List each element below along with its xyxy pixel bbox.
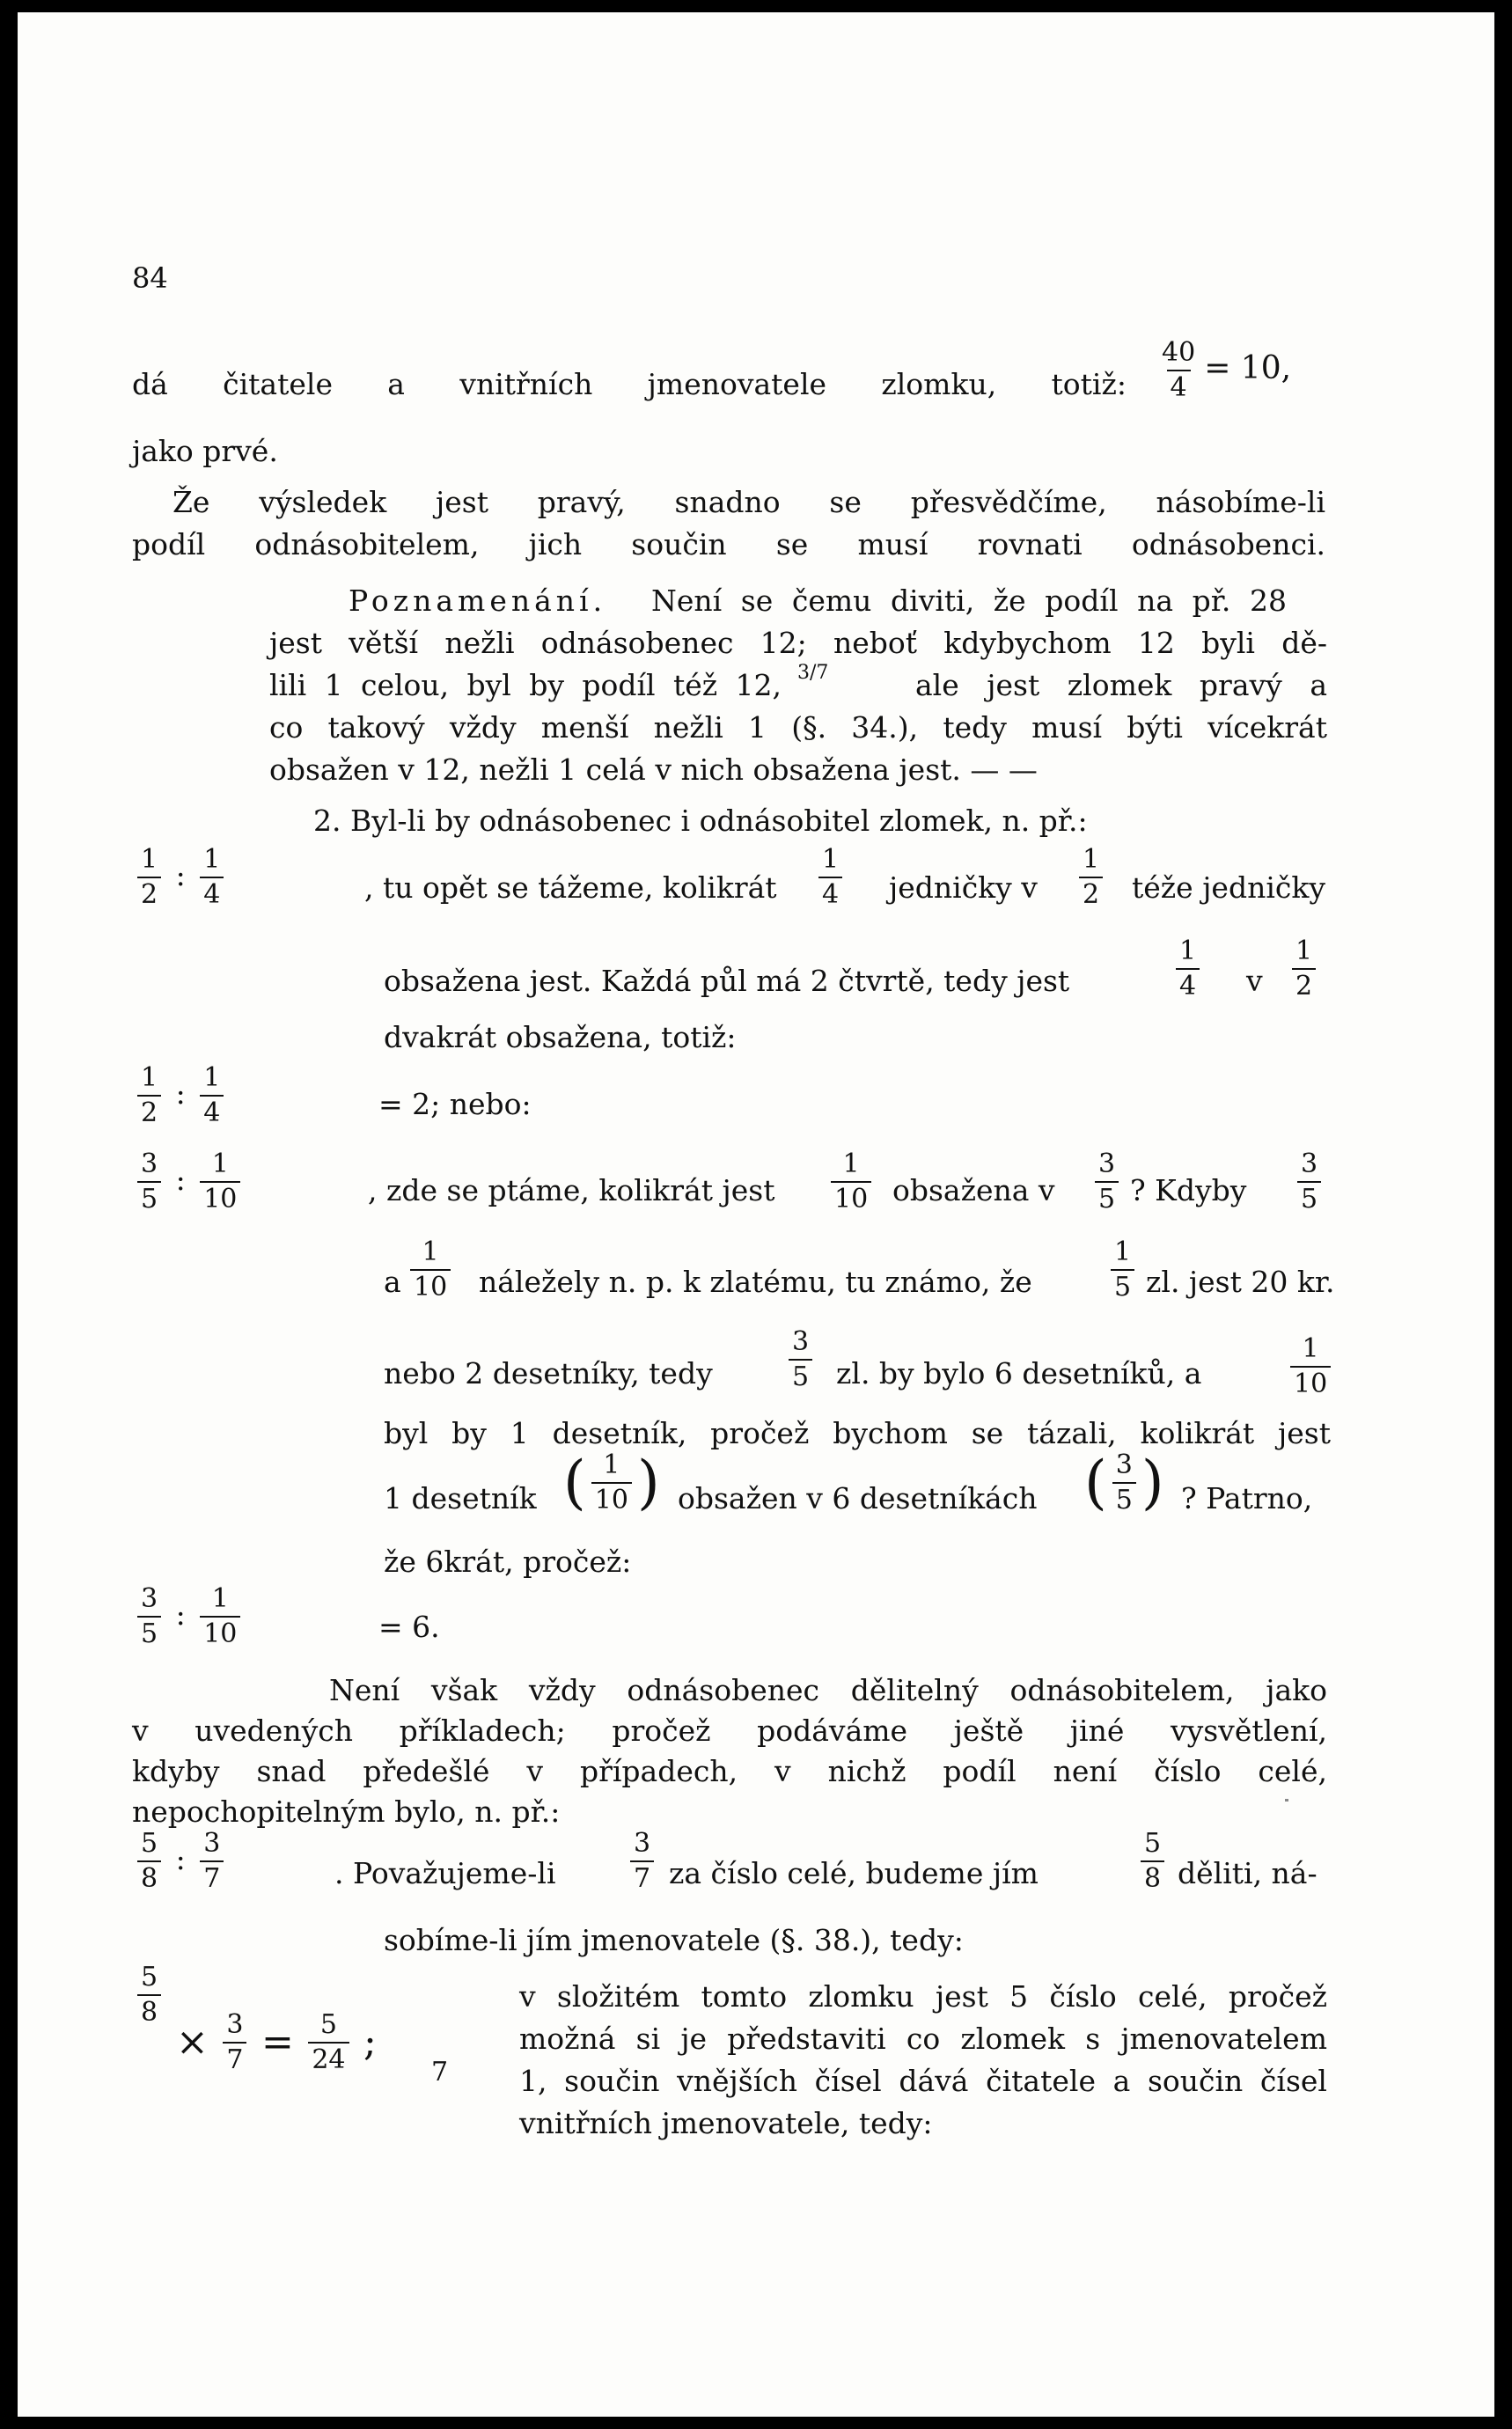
fraction-expression: $\frac{1}{2}$ : $\frac{1}{4}$ <box>132 1065 229 1126</box>
fraction-denominator-7: 7 <box>431 2057 449 2088</box>
fraction-expression: $\frac{5}{8}$ : $\frac{3}{7}$ <box>132 1831 229 1892</box>
text-line: co takový vždy menší nežli 1 (§. 34.), tedy musí býti vícekrát <box>269 710 1327 745</box>
text-line: ale jest zlomek pravý a <box>915 668 1327 702</box>
fraction-1-4: $\frac{1}{4}$ <box>813 847 848 908</box>
speck <box>1285 1799 1288 1802</box>
compound-fraction: $\frac{5}{8}$ <box>132 1964 166 2026</box>
text-line: obsažena jest. Každá půl má 2 čtvrtě, tedy jest <box>384 964 1070 998</box>
text-line: nepochopitelným bylo, n. př.: <box>132 1794 561 1829</box>
book-page <box>18 12 1494 2417</box>
text-line: zl. jest 20 kr. <box>1146 1265 1335 1299</box>
fraction-40-4: $\frac{40}{4}$ = 10, <box>1162 337 1292 403</box>
text-line: obsažen v 6 desetníkách <box>678 1481 1038 1515</box>
text-line: téže jedničky <box>1132 870 1326 905</box>
text-line: zl. by bylo 6 desetníků, a <box>836 1356 1202 1391</box>
text-line: kdyby snad předešlé v případech, v nichž podíl není číslo celé, <box>132 1754 1327 1788</box>
fraction-1-4: $\frac{1}{4}$ <box>1171 938 1205 1000</box>
text-line: Není však vždy odnásobenec dělitelný odnásobitelem, jako <box>329 1673 1327 1707</box>
fraction-1-10: $\frac{1}{10}$ <box>1285 1336 1336 1398</box>
fraction-expression: $\frac{3}{5}$ : $\frac{1}{10}$ <box>132 1151 246 1213</box>
text-line: = 6. <box>378 1610 440 1644</box>
text-line: obsažen v 12, nežli 1 celá v nich obsažena jest. — — <box>269 752 1038 787</box>
text-line: 1 desetník <box>384 1481 537 1515</box>
text-line: náležely n. p. k zlatému, tu známo, že <box>479 1265 1032 1299</box>
fraction-3-7: 3/7 <box>797 662 829 684</box>
text-line: v uvedených příkladech; pročež podáváme ještě jiné vysvětlení, <box>132 1714 1327 1748</box>
paren-fraction-1-10: ( $\frac{1}{10}$ ) <box>563 1449 660 1516</box>
text-line: ? Kdyby <box>1130 1173 1247 1207</box>
fraction-3-7: $\frac{3}{7}$ <box>625 1831 659 1892</box>
text-line: , zde se ptáme, kolikrát jest <box>368 1173 775 1207</box>
text-line: 2. Byl-li by odnásobenec i odnásobitel zlomek, n. př.: <box>313 804 1088 838</box>
text-line: sobíme-li jím jmenovatele (§. 38.), tedy: <box>384 1923 964 1957</box>
fraction-1-5: $\frac{1}{5}$ <box>1105 1239 1140 1301</box>
text-line: obsažena v <box>892 1173 1055 1207</box>
fraction-5-8: $\frac{5}{8}$ <box>1135 1831 1170 1892</box>
text-line: dá čitatele a vnitřních jmenovatele zlomku, totiž: <box>132 367 1127 401</box>
text-line: jako prvé. <box>132 434 278 468</box>
fraction-expression: $\frac{3}{5}$ : $\frac{1}{10}$ <box>132 1586 246 1647</box>
text-line: . Považujeme-li <box>334 1856 556 1890</box>
text-line: 1, součin vnějších čísel dává čitatele a součin čísel <box>519 2064 1327 2098</box>
text-line: , tu opět se tážeme, kolikrát <box>364 870 777 905</box>
paren-fraction-3-5: ( $\frac{3}{5}$ ) <box>1084 1449 1164 1516</box>
text-line: děliti, ná- <box>1178 1856 1317 1890</box>
fraction-3-5: $\frac{3}{5}$ <box>783 1329 818 1391</box>
fraction-expression: $\frac{1}{2}$ : $\frac{1}{4}$ <box>132 847 229 908</box>
fraction-3-5: $\frac{3}{5}$ <box>1090 1151 1124 1213</box>
text-line: v složitém tomto zlomku jest 5 číslo celé, pročež <box>519 1979 1327 2014</box>
text-line: ? Patrno, <box>1181 1481 1313 1515</box>
text-line: za číslo celé, budeme jím <box>669 1856 1039 1890</box>
page-number: 84 <box>132 261 168 295</box>
text-line: podíl odnásobitelem, jich součin se musí rovnati odnásobenci. <box>132 527 1325 561</box>
text-line: jest větší nežli odnásobenec 12; neboť kdybychom 12 byli dě- <box>269 626 1327 660</box>
fraction-1-2: $\frac{1}{2}$ <box>1287 938 1321 1000</box>
text-line: v <box>1246 964 1263 998</box>
text-line: Není se čemu diviti, že podíl na př. 28 <box>651 583 1287 618</box>
fraction-3-5: $\frac{3}{5}$ <box>1292 1151 1326 1213</box>
text-line: a <box>384 1265 401 1299</box>
text-line: že 6krát, pročež: <box>384 1545 632 1579</box>
text-line: byl by 1 desetník, pročež bychom se tázali, kolikrát jest <box>384 1416 1331 1450</box>
text-line: lili 1 celou, byl by podíl též 12, <box>269 668 782 702</box>
text-line: nebo 2 desetníky, tedy <box>384 1356 713 1391</box>
text-line: vnitřních jmenovatele, tedy: <box>519 2106 933 2140</box>
text-line: dvakrát obsažena, totiž: <box>384 1020 737 1054</box>
compound-fraction-rest: × $\frac{3}{7}$ = $\frac{5}{24}$ ; <box>176 2009 377 2075</box>
text-line: jedničky v <box>889 870 1038 905</box>
text-line: možná si je představiti co zlomek s jmenovatelem <box>519 2022 1327 2056</box>
fraction-1-10: $\frac{1}{10}$ <box>826 1151 877 1213</box>
text-line: = 2; nebo: <box>378 1087 532 1121</box>
remark-label: Poznamenání. <box>349 583 607 618</box>
fraction-1-10: $\frac{1}{10}$ <box>405 1239 456 1301</box>
text-line: Že výsledek jest pravý, snadno se přesvědčíme, násobíme-li <box>172 485 1325 519</box>
fraction-1-2: $\frac{1}{2}$ <box>1074 847 1108 908</box>
